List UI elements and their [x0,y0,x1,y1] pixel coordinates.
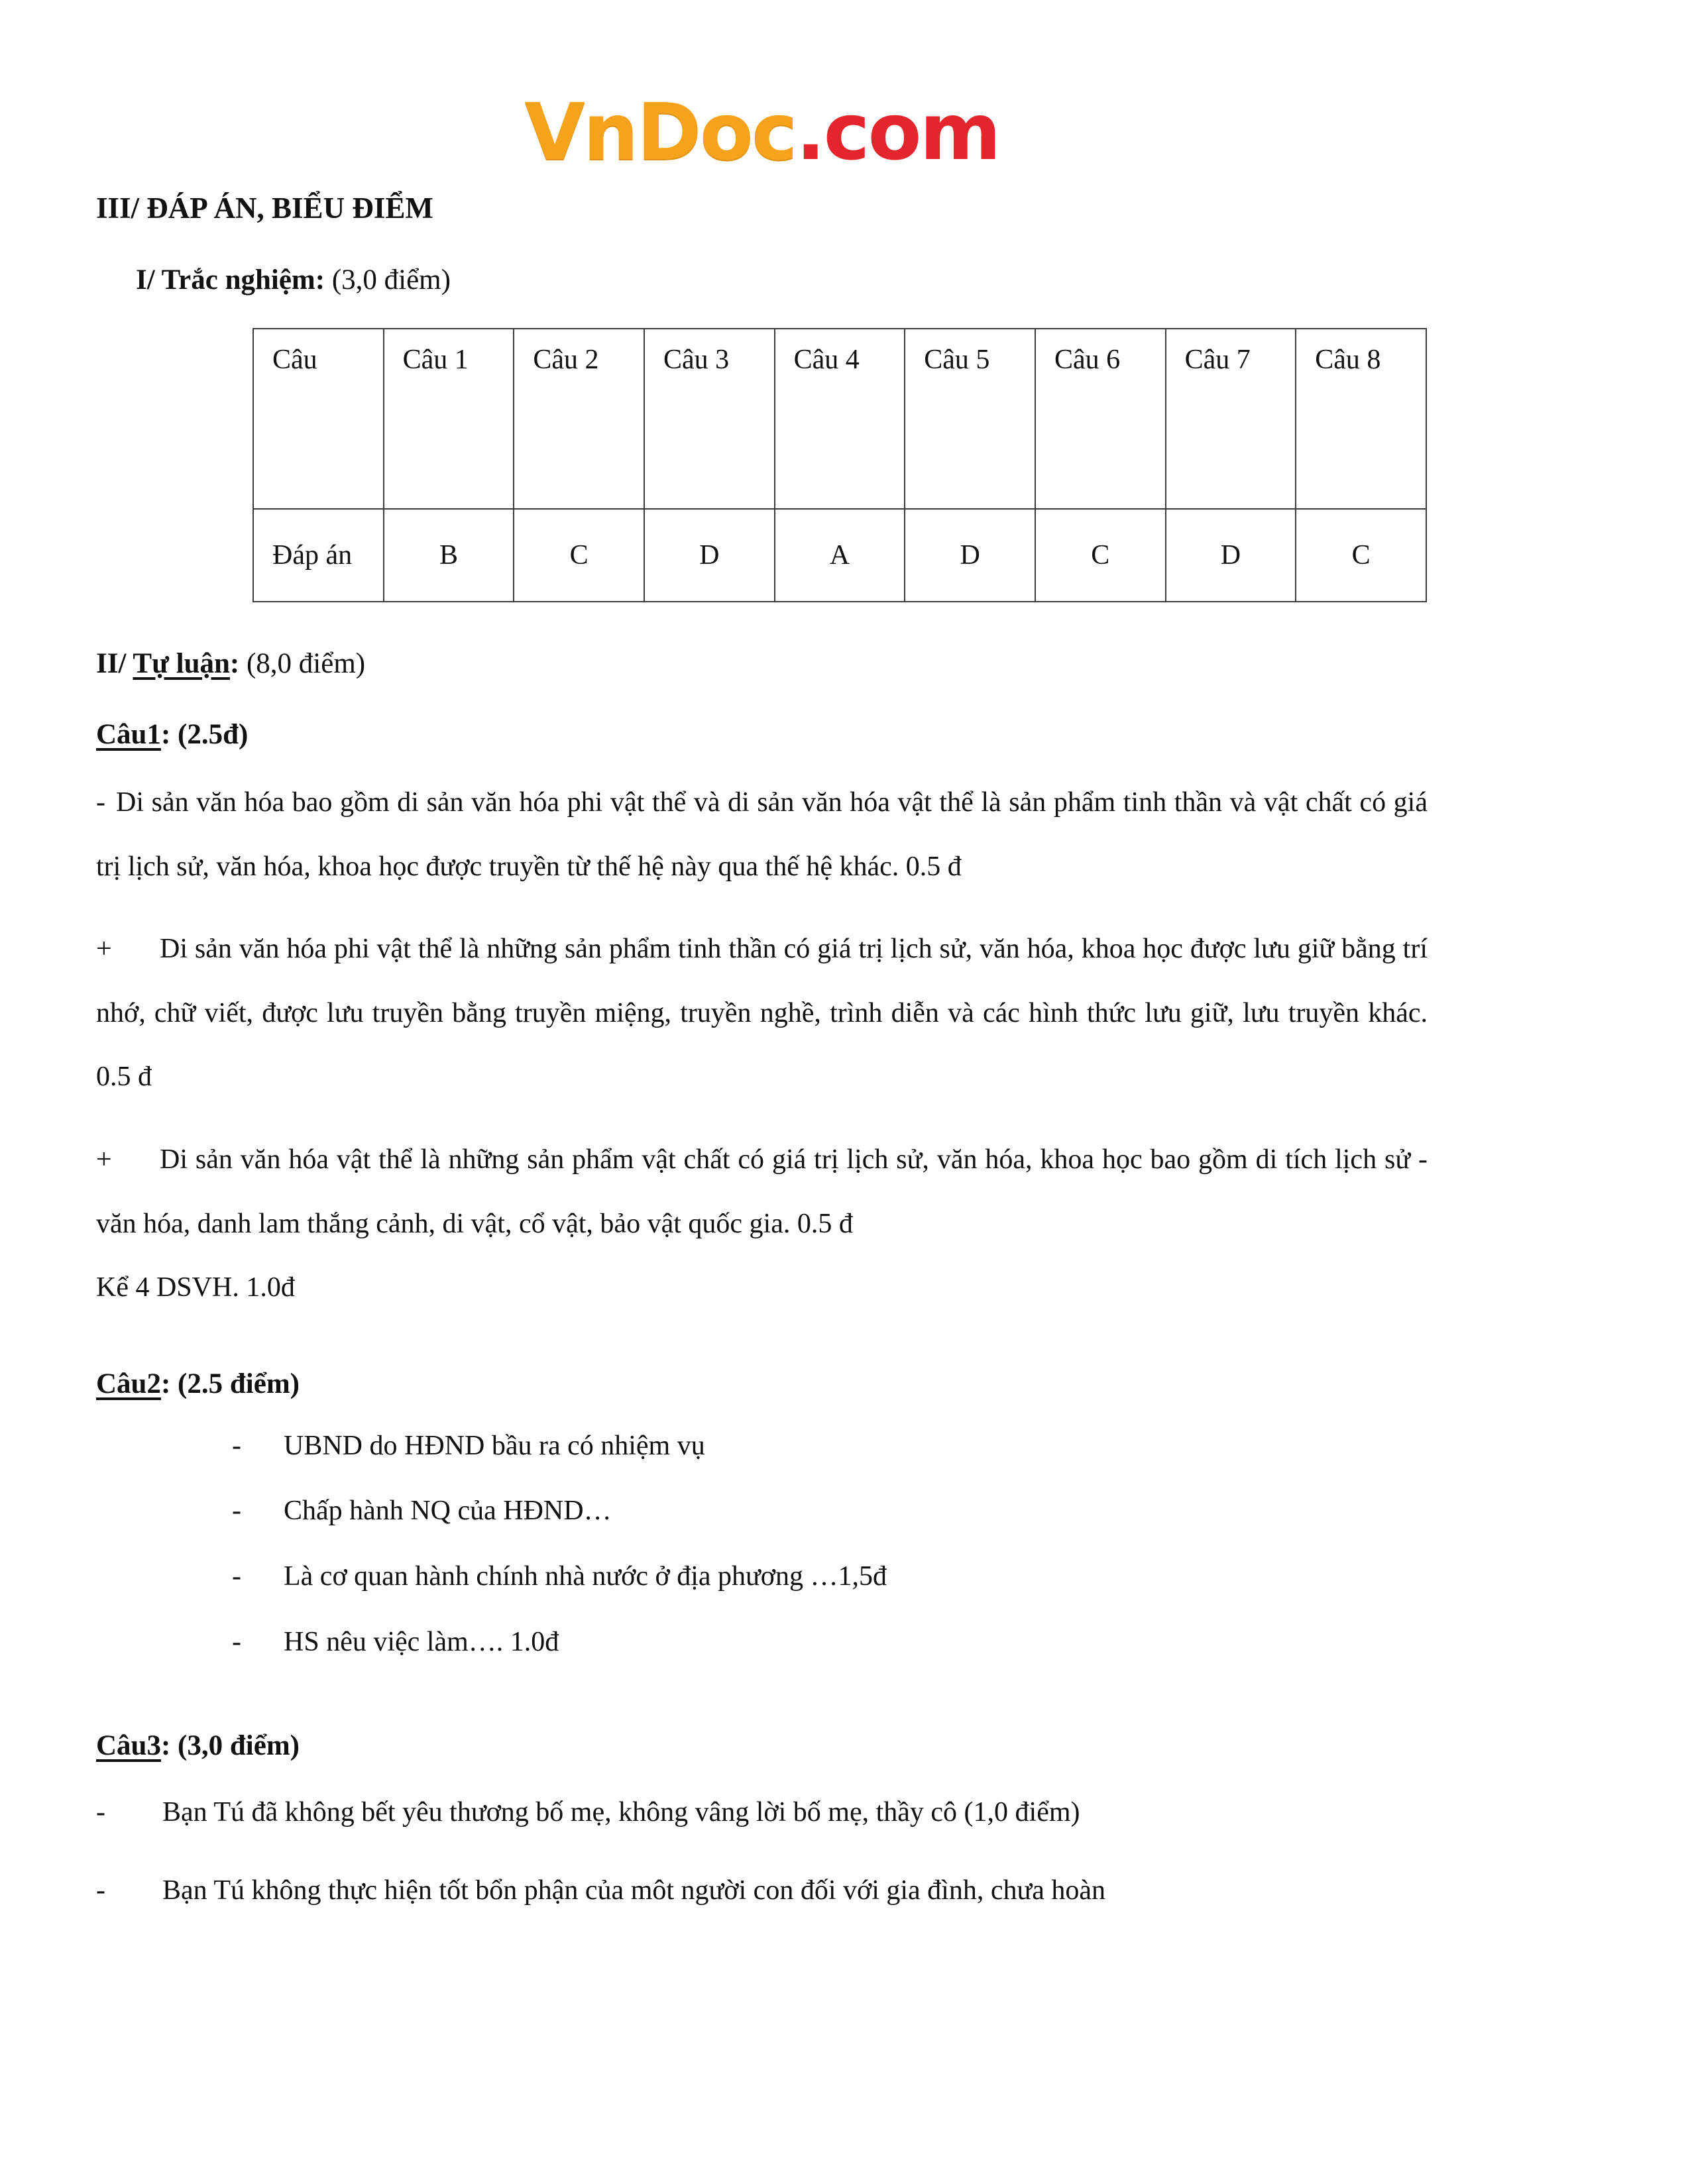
logo-brand-text: VnDoc [524,86,796,178]
cau1-points: (2.5đ) [178,719,249,750]
essay-title-underlined: Tự luận [133,648,230,679]
table-cell: Câu 2 [514,329,644,509]
multiple-choice-title: I/ Trắc nghiệm: [136,264,325,296]
list-marker: - [232,1496,241,1527]
essay-colon: : [229,648,240,679]
table-cell: C [514,509,644,602]
list-item [232,1610,1428,1675]
vndoc-logo [96,86,1428,178]
list-item-text: Chấp hành NQ của HĐND… [284,1496,612,1527]
cau1-paragraph [96,771,1428,899]
cau2-separator: : [160,1368,178,1399]
cau2-heading [96,1368,1428,1400]
list-marker: - [96,787,105,818]
cau3-list [96,1780,1428,1923]
table-cell: Câu 3 [644,329,775,509]
list-marker: - [96,1875,105,1906]
essay-heading [96,647,1428,680]
list-marker: + [96,934,112,965]
cau2-points: (2.5 điểm) [178,1368,300,1399]
list-item-text: HS nêu việc làm…. 1.0đ [284,1626,559,1657]
table-cell: B [384,509,514,602]
list-item-text: Là cơ quan hành chính nhà nước ở địa phương …1,5đ [284,1561,887,1592]
cau3-label: Câu3 [96,1729,161,1761]
table-cell: Câu [253,329,384,509]
list-item [96,1780,1428,1845]
paragraph-text: Di sản văn hóa bao gồm di sản văn hóa phi vật thể và di sản văn hóa vật thể là sản phẩm tinh thần và vật chất có giá trị lịch sử, văn hóa, khoa học được truyền từ thế hệ này qua thế hệ khác. 0.5 đ [96,787,1428,882]
cau2-label: Câu2 [96,1368,161,1399]
answer-table [253,328,1427,602]
table-cell: Câu 1 [384,329,514,509]
page-title: III/ ĐÁP ÁN, BIỂU ĐIỂM [96,191,433,225]
table-answer-row [253,509,1426,602]
list-marker: - [232,1561,241,1592]
cau3-heading [96,1729,1428,1762]
table-header-row [253,329,1426,509]
table-cell: C [1296,509,1426,602]
list-marker: - [232,1626,241,1657]
list-item-text: Bạn Tú không thực hiện tốt bổn phận của môt người con đối với gia đình, chưa hoàn [162,1875,1106,1906]
table-cell: D [905,509,1035,602]
list-item [232,1478,1428,1544]
list-item [232,1544,1428,1610]
cau1-separator: : [160,719,178,750]
table-cell: Câu 4 [775,329,905,509]
paragraph-text: Di sản văn hóa vật thể là những sản phẩm vật chất có giá trị lịch sử, văn hóa, khoa học bao gồm di tích lịch sử - văn hóa, danh lam thắng cảnh, di vật, cổ vật, bảo vật quốc gia. 0.5 đ [96,1144,1428,1239]
table-cell: D [644,509,775,602]
cau1-closing-line: Kể 4 DSVH. 1.0đ [96,1272,295,1303]
cau3-separator: : [160,1729,178,1761]
cau2-list [96,1413,1428,1675]
table-cell: C [1035,509,1166,602]
table-cell: Câu 5 [905,329,1035,509]
essay-prefix: II/ [96,648,133,679]
cau1-heading [96,718,1428,751]
table-cell: D [1166,509,1296,602]
multiple-choice-points: (3,0 điểm) [325,264,451,296]
cau1-paragraph [96,1128,1428,1256]
paragraph-text: Di sản văn hóa phi vật thể là những sản phẩm tinh thần có giá trị lịch sử, văn hóa, khoa học được lưu giữ bằng trí nhớ, chữ viết, được lưu truyền bằng truyền miệng, truyền nghề, trình diễn và các hình thức lưu giữ, lưu truyền khác. 0.5 đ [96,934,1428,1093]
table-cell: Câu 8 [1296,329,1426,509]
list-marker: - [96,1796,105,1828]
cau1-paragraph [96,917,1428,1109]
list-item [232,1413,1428,1479]
table-cell: A [775,509,905,602]
table-cell: Câu 6 [1035,329,1166,509]
list-item-text: Bạn Tú đã không bết yêu thương bố mẹ, không vâng lời bố mẹ, thầy cô (1,0 điểm) [162,1796,1080,1828]
table-cell: Câu 7 [1166,329,1296,509]
table-cell: Đáp án [253,509,384,602]
list-item-text: UBND do HĐND bầu ra có nhiệm vụ [284,1430,705,1461]
logo-suffix-text: .com [795,86,999,178]
list-item [96,1859,1428,1923]
list-marker: - [232,1430,241,1461]
multiple-choice-heading [136,264,1428,296]
list-marker: + [96,1144,112,1175]
essay-points: (8,0 điểm) [239,648,366,679]
cau1-label: Câu1 [96,719,161,750]
cau3-points: (3,0 điểm) [178,1729,300,1761]
